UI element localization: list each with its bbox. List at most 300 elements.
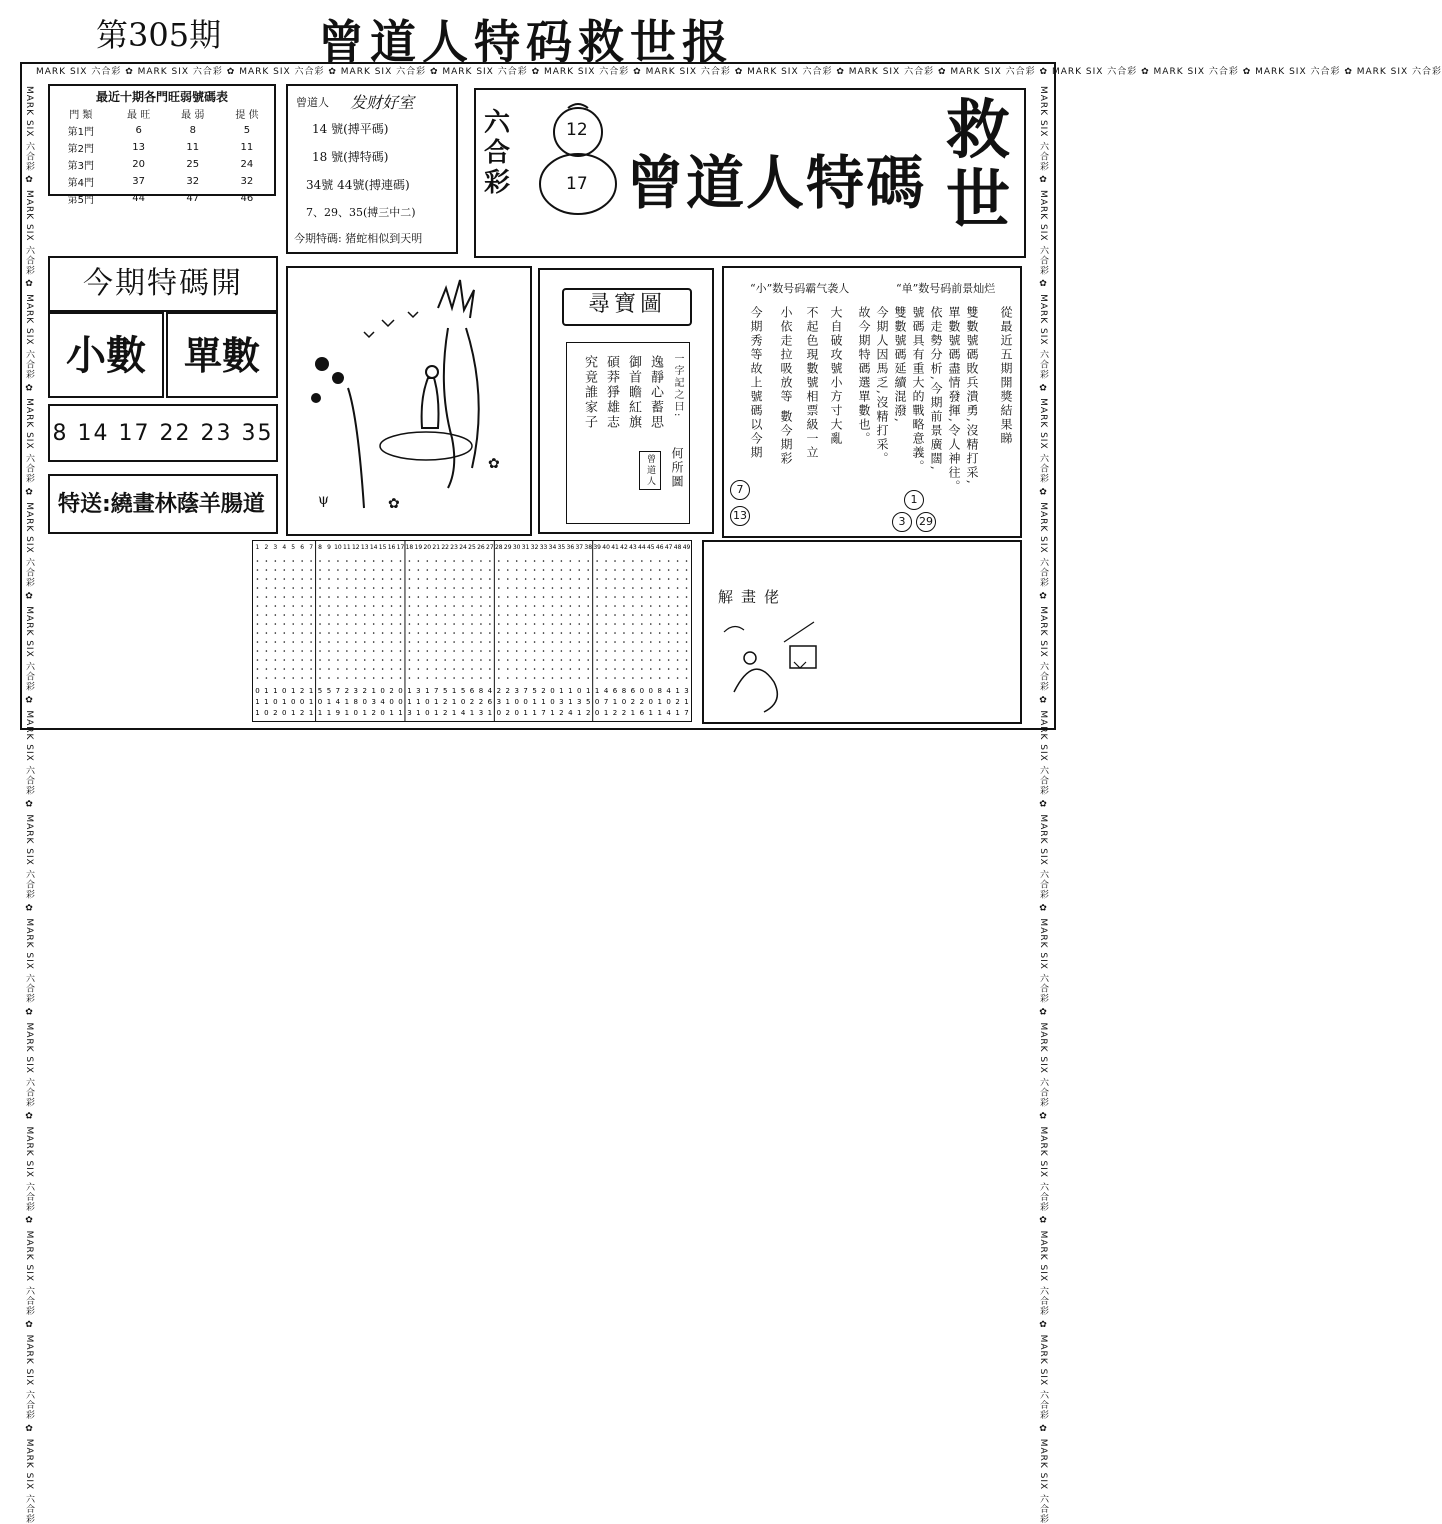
grid-dot <box>632 578 634 580</box>
grid-dot <box>346 650 348 652</box>
grid-dot <box>453 569 455 571</box>
grid-dot <box>435 596 437 598</box>
grid-dot <box>614 587 616 589</box>
grid-header-number: 47 <box>664 544 673 551</box>
grid-dot <box>471 614 473 616</box>
grid-dot <box>498 668 500 670</box>
grid-dot <box>409 578 411 580</box>
grid-dot <box>686 668 688 670</box>
grid-count: 3 <box>371 698 376 706</box>
grid-dot <box>480 677 482 679</box>
grid-dot <box>373 614 375 616</box>
grid-dot <box>355 578 357 580</box>
grid-header-number: 26 <box>477 544 485 551</box>
grid-dot <box>561 578 563 580</box>
grid-count: 2 <box>469 698 475 706</box>
grid-dot <box>435 623 437 625</box>
grid-dot <box>659 578 661 580</box>
grid-dot <box>346 569 348 571</box>
grid-dot <box>346 587 348 589</box>
grid-count: 5 <box>326 687 332 695</box>
gourd-number: 17 <box>566 174 588 194</box>
grid-dot <box>301 677 303 679</box>
grid-count: 3 <box>577 698 582 706</box>
illustration <box>286 266 532 536</box>
grid-dot <box>605 623 607 625</box>
grid-dot <box>275 650 277 652</box>
grid-dot <box>310 632 312 634</box>
grid-dot <box>677 632 679 634</box>
grid-dot <box>355 632 357 634</box>
grid-count: 4 <box>380 698 385 706</box>
grid-count: 1 <box>648 709 654 717</box>
grid-dot <box>409 668 411 670</box>
grid-dot <box>507 668 509 670</box>
grid-dot <box>400 569 402 571</box>
grid-count: 1 <box>630 709 636 717</box>
grid-dot <box>319 650 321 652</box>
grid-dot <box>659 632 661 634</box>
cell: 第4門 <box>67 178 94 189</box>
grid-dot <box>596 569 598 571</box>
grid-dot <box>623 668 625 670</box>
grid-count: 1 <box>675 687 680 695</box>
grid-dot <box>435 605 437 607</box>
grid-dot <box>561 587 563 589</box>
grid-dot <box>587 605 589 607</box>
grid-dot <box>596 605 598 607</box>
grid-dot <box>614 614 616 616</box>
grid-dot <box>382 596 384 598</box>
grid-count: 2 <box>621 709 627 717</box>
grid-count: 1 <box>434 698 439 706</box>
grid-dot <box>525 632 527 634</box>
landscape-drawing-icon <box>288 268 530 534</box>
grid-dot <box>578 560 580 562</box>
grid-dot <box>391 614 393 616</box>
grid-dot <box>444 632 446 634</box>
grid-dot <box>659 596 661 598</box>
tips-head2: 发财好室 <box>350 93 415 112</box>
article-col: 號碼具有重大的戰略意義。 <box>911 306 925 474</box>
grid-dot <box>373 587 375 589</box>
column-header: 提 供 <box>235 110 259 121</box>
grid-dot <box>623 641 625 643</box>
grid-count: 1 <box>559 687 564 695</box>
grid-count: 5 <box>585 698 591 706</box>
grid-dot <box>587 560 589 562</box>
grid-dot <box>525 650 527 652</box>
grid-dot <box>507 578 509 580</box>
grid-dot <box>489 587 491 589</box>
grid-dot <box>561 596 563 598</box>
grid-header-number: 2 <box>264 544 269 551</box>
grid-dot <box>301 623 303 625</box>
grid-dot <box>418 677 420 679</box>
grid-dot <box>337 650 339 652</box>
grid-dot <box>444 596 446 598</box>
grid-count: 1 <box>308 687 314 695</box>
grid-count: 7 <box>603 698 609 706</box>
grid-dot <box>435 569 437 571</box>
cell: 32 <box>186 176 200 187</box>
grid-count: 0 <box>639 687 645 695</box>
grid-dot <box>570 605 572 607</box>
table-row <box>50 173 274 190</box>
grid-dot <box>310 641 312 643</box>
grid-dot <box>677 587 679 589</box>
grid-dot <box>480 569 482 571</box>
grid-count: 2 <box>442 698 448 706</box>
grid-dot <box>283 632 285 634</box>
cell: 第2門 <box>67 144 94 155</box>
grid-dot <box>400 659 402 661</box>
grid-count: 1 <box>532 698 537 706</box>
article-heading: “单”数号码前景灿烂 <box>896 282 996 295</box>
grid-dot <box>614 578 616 580</box>
grid-count: 3 <box>407 709 412 717</box>
svg-text:✿: ✿ <box>488 456 500 472</box>
grid-dot <box>435 587 437 589</box>
grid-count: 1 <box>308 698 314 706</box>
column-header: 最 旺 <box>127 110 151 121</box>
grid-dot <box>587 668 589 670</box>
grid-dot <box>400 587 402 589</box>
grid-count: 1 <box>684 698 689 706</box>
grid-count: 0 <box>425 709 430 717</box>
grid-dot <box>632 560 634 562</box>
grid-count: 2 <box>639 698 645 706</box>
grid-dot <box>534 668 536 670</box>
grid-count: 1 <box>568 698 573 706</box>
grid-dot <box>489 677 491 679</box>
grid-dot <box>257 623 259 625</box>
grid-count: 1 <box>550 709 555 717</box>
grid-dot <box>489 578 491 580</box>
grid-dot <box>668 587 670 589</box>
grid-dot <box>516 587 518 589</box>
grid-count: 0 <box>282 709 287 717</box>
grid-dot <box>346 605 348 607</box>
grid-count: 1 <box>344 709 350 717</box>
grid-dot <box>605 659 607 661</box>
grid-count: 3 <box>416 687 421 695</box>
grid-dot <box>462 560 464 562</box>
grid-dot <box>319 578 321 580</box>
grid-dot <box>427 650 429 652</box>
grid-dot <box>391 560 393 562</box>
grid-dot <box>391 623 393 625</box>
grid-dot <box>337 659 339 661</box>
grid-dot <box>489 596 491 598</box>
grid-dot <box>498 587 500 589</box>
article-heading: “小”数号码霸气袭人 <box>750 282 850 295</box>
grid-dot <box>355 587 357 589</box>
grid-dot <box>498 605 500 607</box>
grid-dot <box>659 650 661 652</box>
grid-count: 7 <box>335 687 341 695</box>
grid-dot <box>632 632 634 634</box>
treasure-map <box>538 268 714 534</box>
grid-dot <box>578 623 580 625</box>
grid-dot <box>498 641 500 643</box>
grid-dot <box>391 659 393 661</box>
grid-dot <box>337 596 339 598</box>
grid-count: 6 <box>469 687 475 695</box>
grid-dot <box>480 605 482 607</box>
grid-dot <box>319 659 321 661</box>
grid-dot <box>382 605 384 607</box>
grid-dot <box>364 632 366 634</box>
grid-dot <box>570 668 572 670</box>
grid-dot <box>257 632 259 634</box>
grid-dot <box>337 614 339 616</box>
grid-dot <box>453 623 455 625</box>
grid-count: 2 <box>299 687 305 695</box>
article-col: 雙數號碼敗兵潰勇,沒精打采, <box>965 306 979 486</box>
grid-dot <box>668 659 670 661</box>
grid-count: 7 <box>434 687 439 695</box>
grid-count: 8 <box>478 687 484 695</box>
grid-dot <box>444 650 446 652</box>
grid-dot <box>587 578 589 580</box>
grid-dot <box>319 623 321 625</box>
grid-dot <box>453 614 455 616</box>
grid-dot <box>632 623 634 625</box>
grid-dot <box>453 677 455 679</box>
grid-dot <box>659 623 661 625</box>
article-col: 不起色現數號相票級一立 <box>805 306 819 460</box>
grid-dot <box>525 587 527 589</box>
grid-header-number: 40 <box>602 544 610 551</box>
watermark-strip-right: MARK SIX 六合彩 ✿ MARK SIX 六合彩 ✿ MARK SIX 六合彩 ✿ MARK SIX 六合彩 ✿ MARK SIX 六合彩 ✿ MARK SIX 六合彩 ✿ MARK SIX 六合彩 ✿ MARK SIX 六合彩 ✿ MARK SIX 六合彩 ✿ MARK SIX 六合彩 ✿ MARK SIX 六合彩 ✿ MARK SIX 六合彩 ✿ MARK SIX 六合彩 ✿ MARK SIX 六合彩 <box>1038 86 1048 1524</box>
grid-dot <box>471 677 473 679</box>
grid-header-number: 12 <box>351 544 360 551</box>
grid-dot <box>301 596 303 598</box>
grid-dot <box>525 578 527 580</box>
grid-dot <box>292 569 294 571</box>
grid-dot <box>498 596 500 598</box>
grid-dot <box>471 578 473 580</box>
grid-dot <box>462 650 464 652</box>
grid-dot <box>480 578 482 580</box>
grid-dot <box>543 659 545 661</box>
grid-dot <box>498 659 500 661</box>
article-col: 小依走拉吸放等 數今期彩 <box>779 306 793 466</box>
grid-count: 4 <box>568 709 573 717</box>
grid-count: 2 <box>273 709 278 717</box>
grid-dot <box>632 587 634 589</box>
grid-dot <box>346 614 348 616</box>
grid-dot <box>489 668 491 670</box>
grid-dot <box>578 587 580 589</box>
grid-header-number: 13 <box>360 544 369 551</box>
grid-dot <box>641 623 643 625</box>
grid-dot <box>587 677 589 679</box>
grid-dot <box>319 668 321 670</box>
grid-dot <box>462 641 464 643</box>
grid-dot <box>319 677 321 679</box>
grid-dot <box>489 623 491 625</box>
cell: 第5門 <box>67 195 94 206</box>
grid-dot <box>319 641 321 643</box>
grid-dot <box>382 560 384 562</box>
grid-dot <box>409 632 411 634</box>
grid-dot <box>462 614 464 616</box>
grid-dot <box>391 677 393 679</box>
grid-dot <box>409 623 411 625</box>
grid-dot <box>668 632 670 634</box>
gourd-icon <box>528 100 628 218</box>
grid-header-number: 49 <box>682 544 691 551</box>
grid-dot <box>471 587 473 589</box>
grid-dot <box>498 632 500 634</box>
grid-count: 4 <box>335 698 341 706</box>
grid-dot <box>587 623 589 625</box>
grid-dot <box>498 614 500 616</box>
grid-dot <box>453 596 455 598</box>
grid-count: 2 <box>389 687 394 695</box>
grid-dot <box>605 578 607 580</box>
grid-dot <box>686 569 688 571</box>
table-row <box>50 156 274 173</box>
grid-dot <box>632 677 634 679</box>
grid-dot <box>453 659 455 661</box>
grid-header-number: 24 <box>459 544 467 551</box>
grid-dot <box>400 560 402 562</box>
grid-header-number: 45 <box>646 544 655 551</box>
grid-count: 0 <box>514 709 519 717</box>
grid-count: 1 <box>255 709 260 717</box>
grid-count: 4 <box>666 687 671 695</box>
grid-count: 2 <box>675 698 680 706</box>
grid-dot <box>435 650 437 652</box>
grid-dot <box>257 587 259 589</box>
grid-dot <box>283 623 285 625</box>
grid-dot <box>301 569 303 571</box>
grid-header-number: 3 <box>273 544 278 551</box>
special-small: 小數 <box>48 312 164 398</box>
grid-dot <box>328 587 330 589</box>
grid-dot <box>525 569 527 571</box>
grid-dot <box>400 623 402 625</box>
grid-dot <box>301 587 303 589</box>
grid-dot <box>650 587 652 589</box>
grid-dot <box>292 632 294 634</box>
grid-dot <box>543 614 545 616</box>
puzzle-title: 解畫佬 <box>718 588 788 606</box>
grid-count: 1 <box>585 687 591 695</box>
grid-count: 1 <box>505 698 510 706</box>
grid-count: 1 <box>577 709 582 717</box>
grid-dot <box>570 614 572 616</box>
cell: 6 <box>135 125 142 136</box>
grid-dot <box>578 596 580 598</box>
grid-dot <box>310 605 312 607</box>
grid-header-number: 41 <box>611 544 619 551</box>
grid-dot <box>507 677 509 679</box>
grid-dot <box>453 632 455 634</box>
grid-dot <box>382 578 384 580</box>
poem-line: 究竟誰家子 <box>582 355 597 430</box>
grid-dot <box>516 560 518 562</box>
grid-dot <box>605 560 607 562</box>
grid-dot <box>462 632 464 634</box>
grid-dot <box>516 677 518 679</box>
grid-dot <box>641 650 643 652</box>
grid-dot <box>507 587 509 589</box>
grid-dot <box>257 569 259 571</box>
grid-dot <box>686 650 688 652</box>
table-row <box>50 139 274 156</box>
grid-dot <box>561 560 563 562</box>
grid-dot <box>578 650 580 652</box>
grid-dot <box>677 560 679 562</box>
grid-dot <box>301 632 303 634</box>
grid-dot <box>498 578 500 580</box>
grid-dot <box>355 668 357 670</box>
grid-count: 3 <box>478 709 484 717</box>
trend-grid-drawing <box>253 541 691 721</box>
grid-dot <box>686 641 688 643</box>
grid-dot <box>283 605 285 607</box>
grid-dot <box>516 596 518 598</box>
special-numbers: 8 14 17 22 23 35 <box>48 404 278 462</box>
grid-count: 1 <box>568 687 573 695</box>
grid-dot <box>283 677 285 679</box>
tip-special: 今期特碼: 猪蛇相似到天明 <box>294 232 423 245</box>
grid-dot <box>275 560 277 562</box>
grid-dot <box>525 659 527 661</box>
grid-dot <box>605 614 607 616</box>
grid-count: 1 <box>434 709 439 717</box>
grid-header-number: 32 <box>530 544 539 551</box>
article-col: 單數號碼盡情發揮,令人神往。 <box>947 306 961 494</box>
grid-header-number: 36 <box>566 544 575 551</box>
grid-dot <box>578 578 580 580</box>
grid-dot <box>471 632 473 634</box>
grid-dot <box>641 641 643 643</box>
grid-dot <box>668 605 670 607</box>
grid-dot <box>489 632 491 634</box>
grid-count: 3 <box>684 687 689 695</box>
hot-cold-table <box>48 84 276 206</box>
grid-count: 0 <box>398 698 403 706</box>
cell: 第1門 <box>67 127 94 138</box>
grid-dot <box>623 659 625 661</box>
grid-count: 3 <box>496 698 502 706</box>
grid-dot <box>319 614 321 616</box>
grid-dot <box>328 596 330 598</box>
grid-dot <box>534 596 536 598</box>
grid-dot <box>292 587 294 589</box>
grid-dot <box>578 569 580 571</box>
grid-dot <box>275 632 277 634</box>
grid-dot <box>686 614 688 616</box>
grid-dot <box>310 614 312 616</box>
grid-dot <box>507 659 509 661</box>
grid-count: 0 <box>594 709 600 717</box>
grid-dot <box>480 560 482 562</box>
grid-dot <box>552 623 554 625</box>
grid-dot <box>668 641 670 643</box>
grid-dot <box>319 632 321 634</box>
grid-header-number: 23 <box>450 544 458 551</box>
grid-dot <box>373 569 375 571</box>
sketch-drawing-icon <box>714 612 1014 720</box>
grid-dot <box>266 587 268 589</box>
grid-dot <box>659 605 661 607</box>
